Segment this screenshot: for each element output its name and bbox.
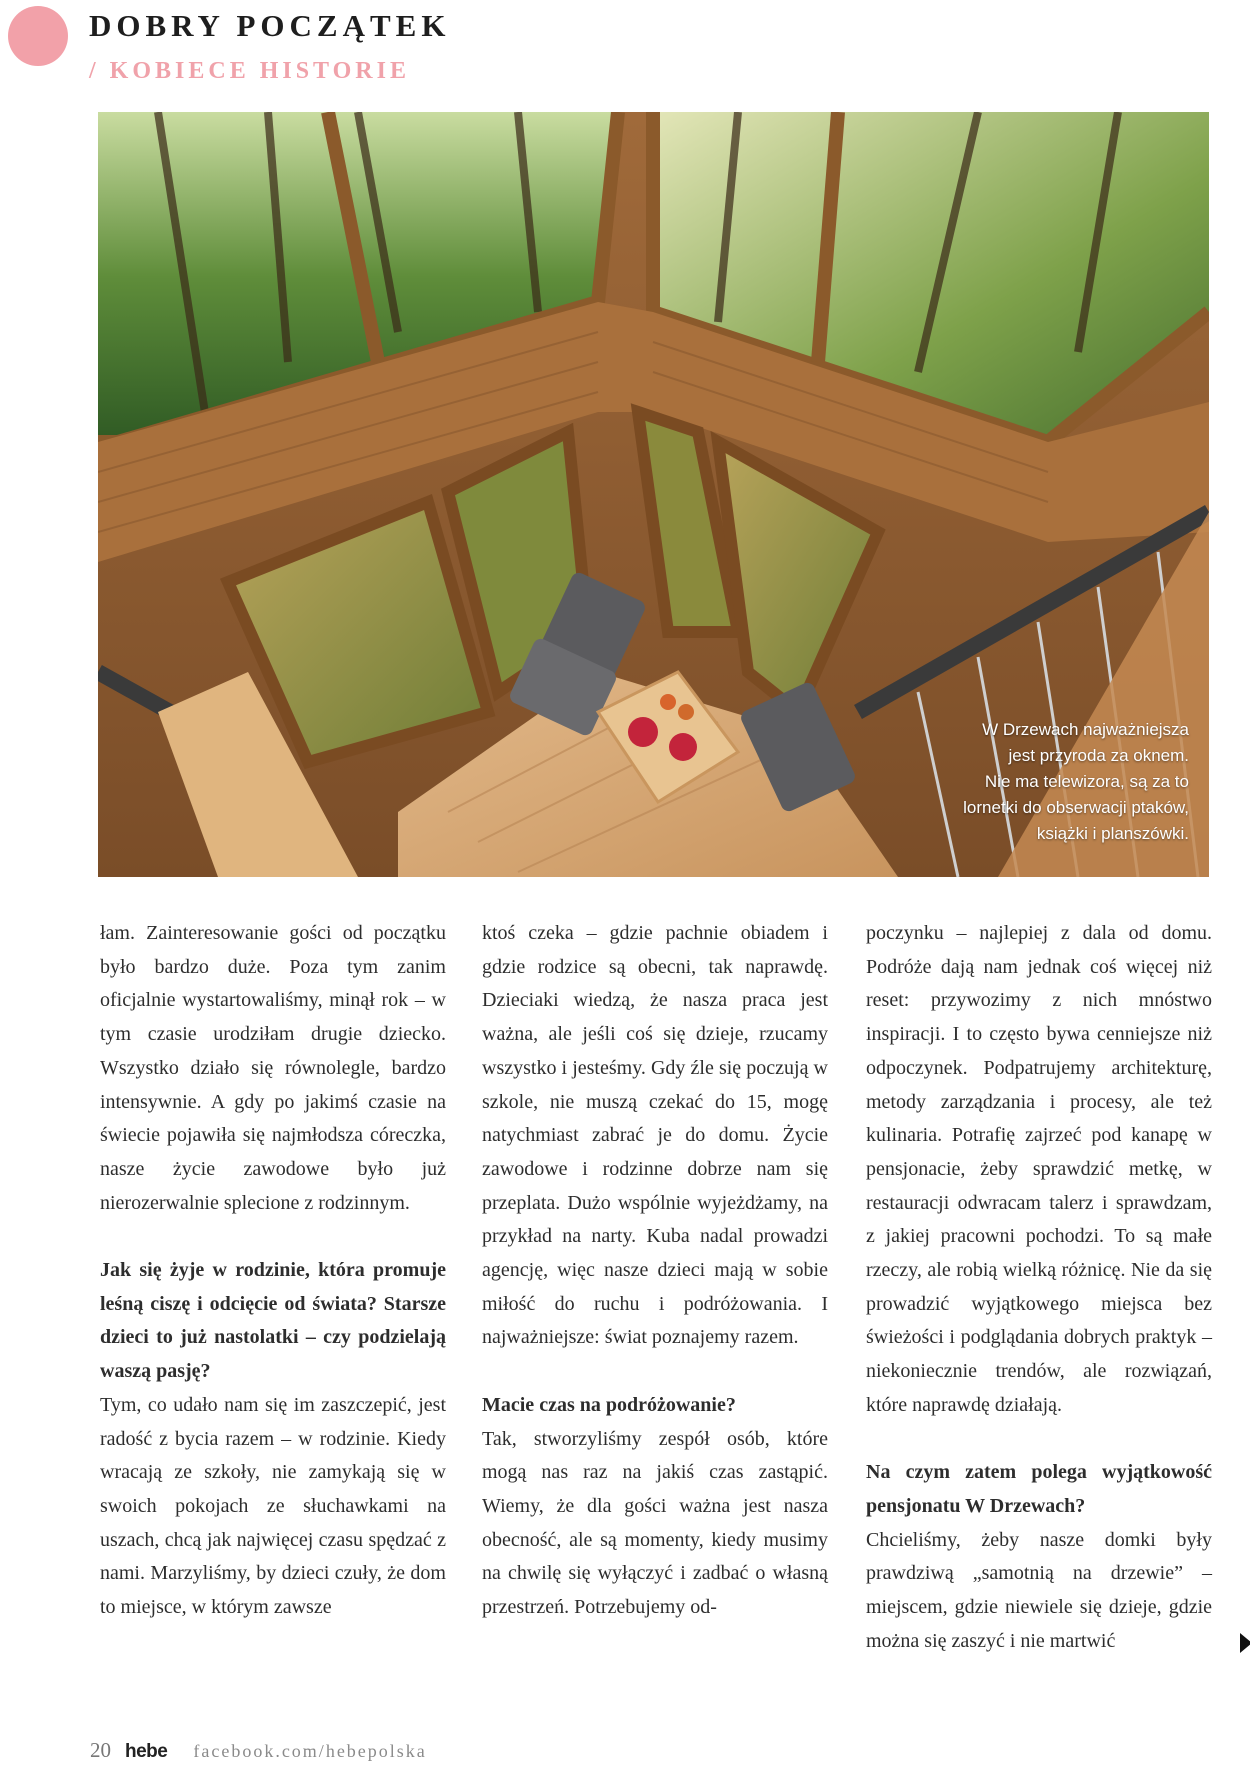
article-column-2 [482, 917, 828, 1625]
page-number: 20 [90, 1738, 111, 1762]
section-title: DOBRY POCZĄTEK [89, 8, 451, 43]
page-footer [90, 1738, 427, 1763]
paragraph: Tym, co udało nam się im zaszczepić, jest radość z bycia razem – w rodzinie. Kiedy wracają ze szkoły, nie zamykają się w swoich pokojach ze słuchawkami na uszach, chcą jak najwięcej czasu spędzać z nami. Marzyliśmy, by dzieci czuły, że dom to miejsce, w którym zawsze [100, 1393, 446, 1619]
paragraph: Chcieliśmy, żeby nasze domki były prawdziwą „samotnią na drzewie” – miejscem, gdzie niewiele się dzieje, gdzie można się zaszyć i nie martwić [866, 1528, 1212, 1652]
interview-question: Na czym zatem polega wyjątkowość pensjonatu W Drzewach? [866, 1461, 1212, 1517]
section-subtitle: / KOBIECE HISTORIE [89, 58, 410, 84]
caption-line: Nie ma telewizora, są za to [984, 772, 1189, 791]
brand-logo: hebe [125, 1741, 168, 1762]
interview-question: Jak się żyje w rodzinie, która promuje leśną ciszę i odcięcie od świata? Starsze dzieci to już nastolatki – czy podzielają waszą pasję? [100, 1259, 446, 1383]
photo-caption [889, 717, 1189, 847]
paragraph: Tak, stworzyliśmy zespół osób, które mogą nas raz na jakiś czas zastąpić. Wiemy, że dla gości ważna jest nasza obecność, ale są momenty, kiedy musimy na chwilę się wyłączyć i zadbać o własną przestrzeń. Potrzebujemy od- [482, 1427, 828, 1619]
continue-arrow-icon[interactable] [1240, 1633, 1250, 1653]
caption-line: W Drzewach najważniejsza [982, 720, 1189, 739]
section-accent-dot [8, 6, 68, 66]
article-column-3 [866, 917, 1212, 1658]
footer-social-link[interactable]: facebook.com/hebepolska [193, 1741, 427, 1761]
interview-question: Macie czas na podróżowanie? [482, 1393, 736, 1416]
caption-line: jest przyroda za oknem. [1008, 746, 1189, 765]
paragraph: łam. Zainteresowanie gości od początku było bardzo duże. Poza tym zanim oficjalnie wystartowaliśmy, minął rok – w tym czasie urodziłam drugie dziecko. Wszystko działo się równolegle, bardzo intensywnie. A gdy po jakimś czasie na świecie pojawiła się najmłodsza córeczka, nasze życie zawodowe było już nierozerwalnie splecione z rodzinnym. [100, 922, 446, 1214]
interior-photo [98, 112, 1209, 877]
paragraph: poczynku – najlepiej z dala od domu. Podróże dają nam jednak coś więcej niż reset: przywozimy z nich mnóstwo inspiracji. I to często bywa cenniejsze niż odpoczynek. Podpatrujemy architekturę, metody zarządzania i procesy, ale też kulinaria. Potrafię zajrzeć pod kanapę w pensjonacie, żeby sprawdzić metkę, w restauracji odwracam talerz i sprawdzam, z jakiej pracowni pochodzi. To są małe rzeczy, ale robią wielką różnicę. Nie da się prowadzić wyjątkowego miejsca bez świeżości i podglądania dobrych praktyk – niekoniecznie trendów, ale rozwiązań, które naprawdę działają. [866, 922, 1212, 1416]
paragraph: ktoś czeka – gdzie pachnie obiadem i gdzie rodzice są obecni, tak naprawdę. Dzieciaki wiedzą, że nasza praca jest ważna, ale jeśli coś się dzieje, rzucamy wszystko i jesteśmy. Gdy źle się poczują w szkole, nie muszą czekać do 15, mogę natychmiast zabrać je do domu. Życie zawodowe i rodzinne dobrze nam się przeplata. Dużo wspólnie wyjeżdżamy, na przykład na narty. Kuba nadal prowadzi agencję, więc nasze dzieci mają w sobie miłość do ruchu i podróżowania. I najważniejsze: świat poznajemy razem. [482, 922, 828, 1349]
caption-line: lornetki do obserwacji ptaków, [963, 798, 1189, 817]
article-column-1 [100, 917, 446, 1625]
caption-line: książki i planszówki. [1036, 824, 1189, 843]
